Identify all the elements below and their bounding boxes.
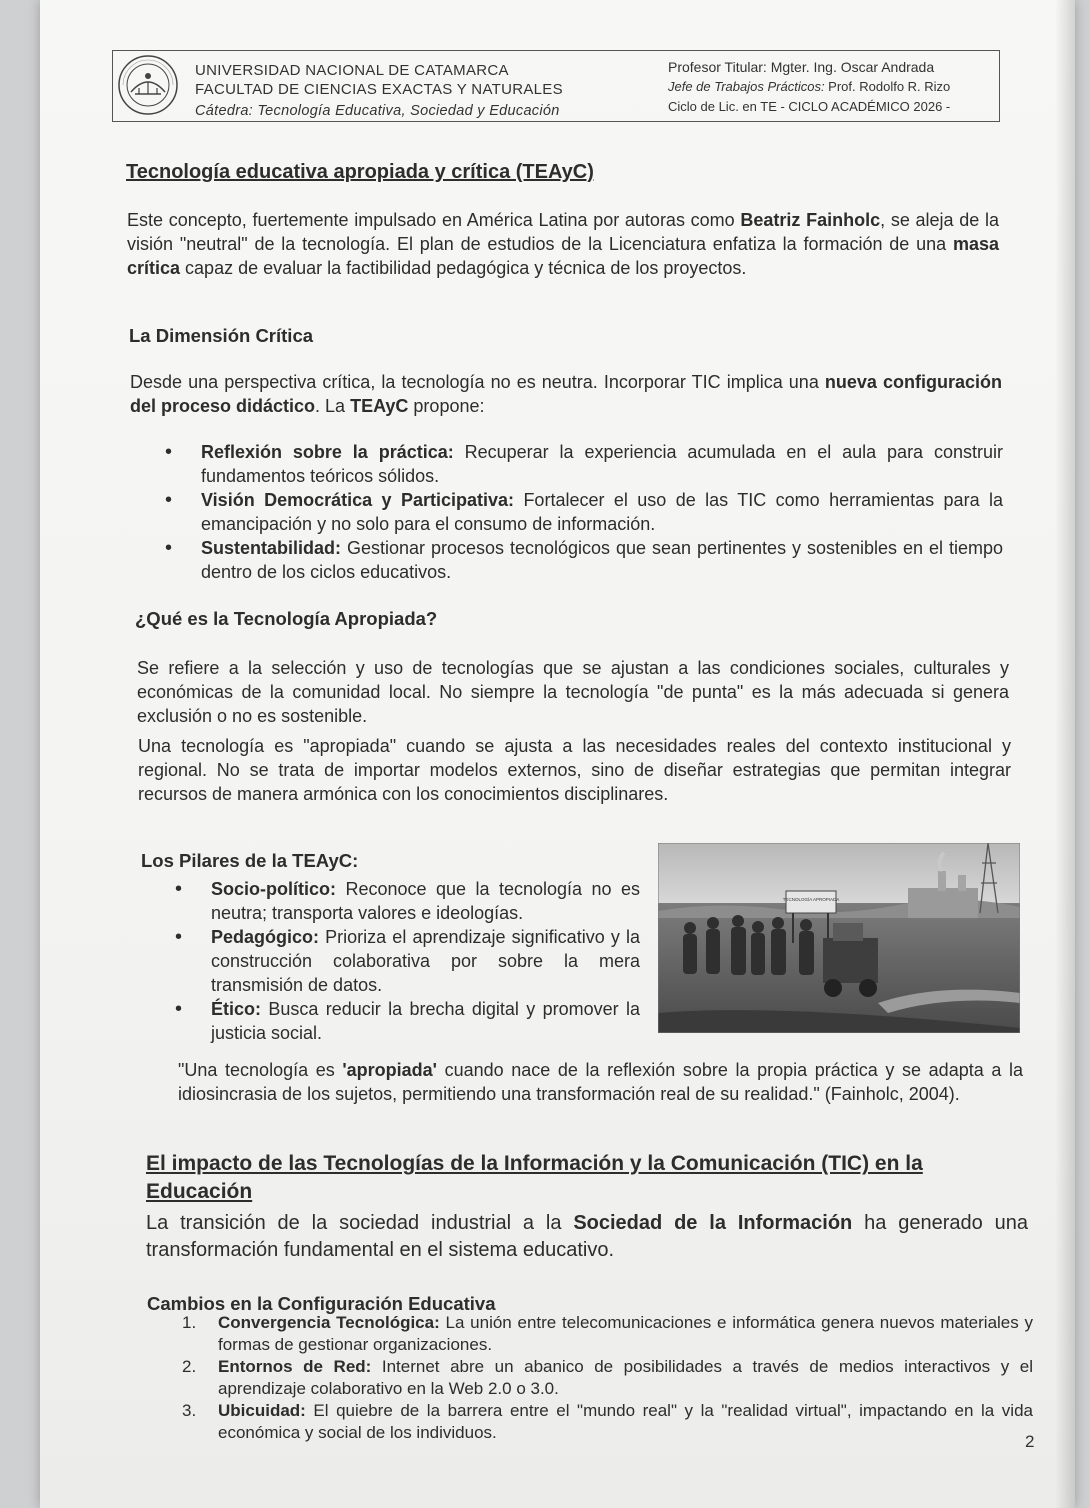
list-item: 3. Ubicuidad: El quiebre de la barrera entre el "mundo real" y la "realidad virtual", impactando en la vida económica y social de los individuos. bbox=[182, 1401, 1033, 1442]
dimension-paragraph: Desde una perspectiva crítica, la tecnología no es neutra. Incorporar TIC implica una nueva configuración del proceso didáctico. La TEAyC propone: bbox=[130, 372, 1003, 416]
field-photo-image bbox=[658, 843, 1020, 1033]
dimension-list bbox=[165, 440, 1003, 584]
list-item: • Ético: Busca reducir la brecha digital y promover la justicia social. bbox=[175, 997, 640, 1045]
heading-pilares: Los Pilares de la TEAyC: bbox=[141, 850, 359, 871]
heading-tecnologia-apropiada: ¿Qué es la Tecnología Apropiada? bbox=[135, 608, 438, 629]
heading-cambios: Cambios en la Configuración Educativa bbox=[147, 1293, 496, 1314]
section-title-teayc: Tecnología educativa apropiada y crítica (TEAyC) bbox=[126, 161, 594, 183]
page-shadow bbox=[1055, 0, 1075, 1508]
jefe-name: Prof. Rodolfo R. Rizo bbox=[824, 79, 951, 94]
apropiada-paragraph-2: Una tecnología es "apropiada" cuando se ajusta a las necesidades reales del contexto institucional y regional. No se trata de importar modelos externos, sino de diseñar estrategias que permitan integrar recursos de manera armónica con los conocimientos disciplinares. bbox=[138, 736, 1011, 804]
photo-sign-text: TECNOLOGÍA APROPIADA bbox=[782, 897, 840, 902]
field-photo bbox=[658, 843, 1020, 1033]
page-number: 2 bbox=[1025, 1432, 1035, 1451]
university-seal-icon bbox=[117, 54, 179, 116]
list-item: • Sustentabilidad: Gestionar procesos tecnológicos que sean pertinentes y sostenibles en el tiempo dentro de los ciclos educativos. bbox=[165, 536, 1003, 584]
list-item: • Pedagógico: Prioriza el aprendizaje significativo y la construcción colaborativa por sobre la mera transmisión de datos. bbox=[175, 925, 640, 997]
intro-paragraph: Este concepto, fuertemente impulsado en América Latina por autoras como Beatriz Fainholc, se aleja de la visión "neutral" de la tecnología. El plan de estudios de la Licenciatura enfatiza la formación de una masa crítica capaz de evaluar la factibilidad pedagógica y técnica de los proyectos. bbox=[127, 210, 999, 278]
apropiada-paragraph-1: Se refiere a la selección y uso de tecnologías que se ajustan a las condiciones sociales, culturales y económicas de la comunidad local. No siempre la tecnología "de punta" es la más adecuada si genera exclusión o no es sostenible. bbox=[137, 658, 1009, 726]
header-institution bbox=[195, 61, 563, 121]
list-item: 1. Convergencia Tecnológica: La unión entre telecomunicaciones e informática genera nuevos materiales y formas de gestionar organizaciones. bbox=[182, 1313, 1034, 1354]
impacto-paragraph: La transición de la sociedad industrial a la Sociedad de la Información ha generado una transformación fundamental en el sistema educativo. bbox=[146, 1212, 1028, 1261]
profesor-titular: Profesor Titular: Mgter. Ing. Oscar Andrada bbox=[668, 59, 935, 75]
jefe-trabajos bbox=[668, 77, 950, 97]
pilares-list bbox=[175, 877, 640, 1045]
list-item: • Socio-político: Reconoce que la tecnología no es neutra; transporta valores e ideologías. bbox=[175, 877, 640, 925]
cambios-list bbox=[148, 1312, 1033, 1444]
document-header bbox=[112, 50, 1000, 122]
jefe-label: Jefe de Trabajos Prácticos: bbox=[668, 79, 825, 94]
heading-dimension-critica: La Dimensión Crítica bbox=[129, 325, 314, 346]
faculty-name: FACULTAD DE CIENCIAS EXACTAS Y NATURALES bbox=[195, 81, 563, 98]
fainholc-quote: "Una tecnología es 'apropiada' cuando nace de la reflexión sobre la propia práctica y se adapta a la idiosincrasia de los sujetos, permitiendo una transformación real de su realidad." (Fainholc, 2004). bbox=[178, 1060, 1023, 1104]
ciclo-academico: Ciclo de Lic. en TE - CICLO ACADÉMICO 2026 - bbox=[668, 99, 951, 114]
catedra-name: Cátedra: Tecnología Educativa, Sociedad y Educación bbox=[195, 103, 560, 119]
list-item: 2. Entornos de Red: Internet abre un abanico de posibilidades a través de medios interactivos y el aprendizaje colaborativo en la Web 2.0 o 3.0. bbox=[182, 1357, 1033, 1398]
section-title-impacto-tic: El impacto de las Tecnologías de la Información y la Comunicación (TIC) en la Educación bbox=[146, 1152, 923, 1203]
list-item: • Visión Democrática y Participativa: Fortalecer el uso de las TIC como herramientas para la emancipación y no solo para el consumo de información. bbox=[165, 488, 1003, 536]
list-item: • Reflexión sobre la práctica: Recuperar la experiencia acumulada en el aula para construir fundamentos teóricos sólidos. bbox=[165, 440, 1003, 488]
university-name: UNIVERSIDAD NACIONAL DE CATAMARCA bbox=[195, 62, 509, 79]
header-staff bbox=[668, 57, 950, 117]
